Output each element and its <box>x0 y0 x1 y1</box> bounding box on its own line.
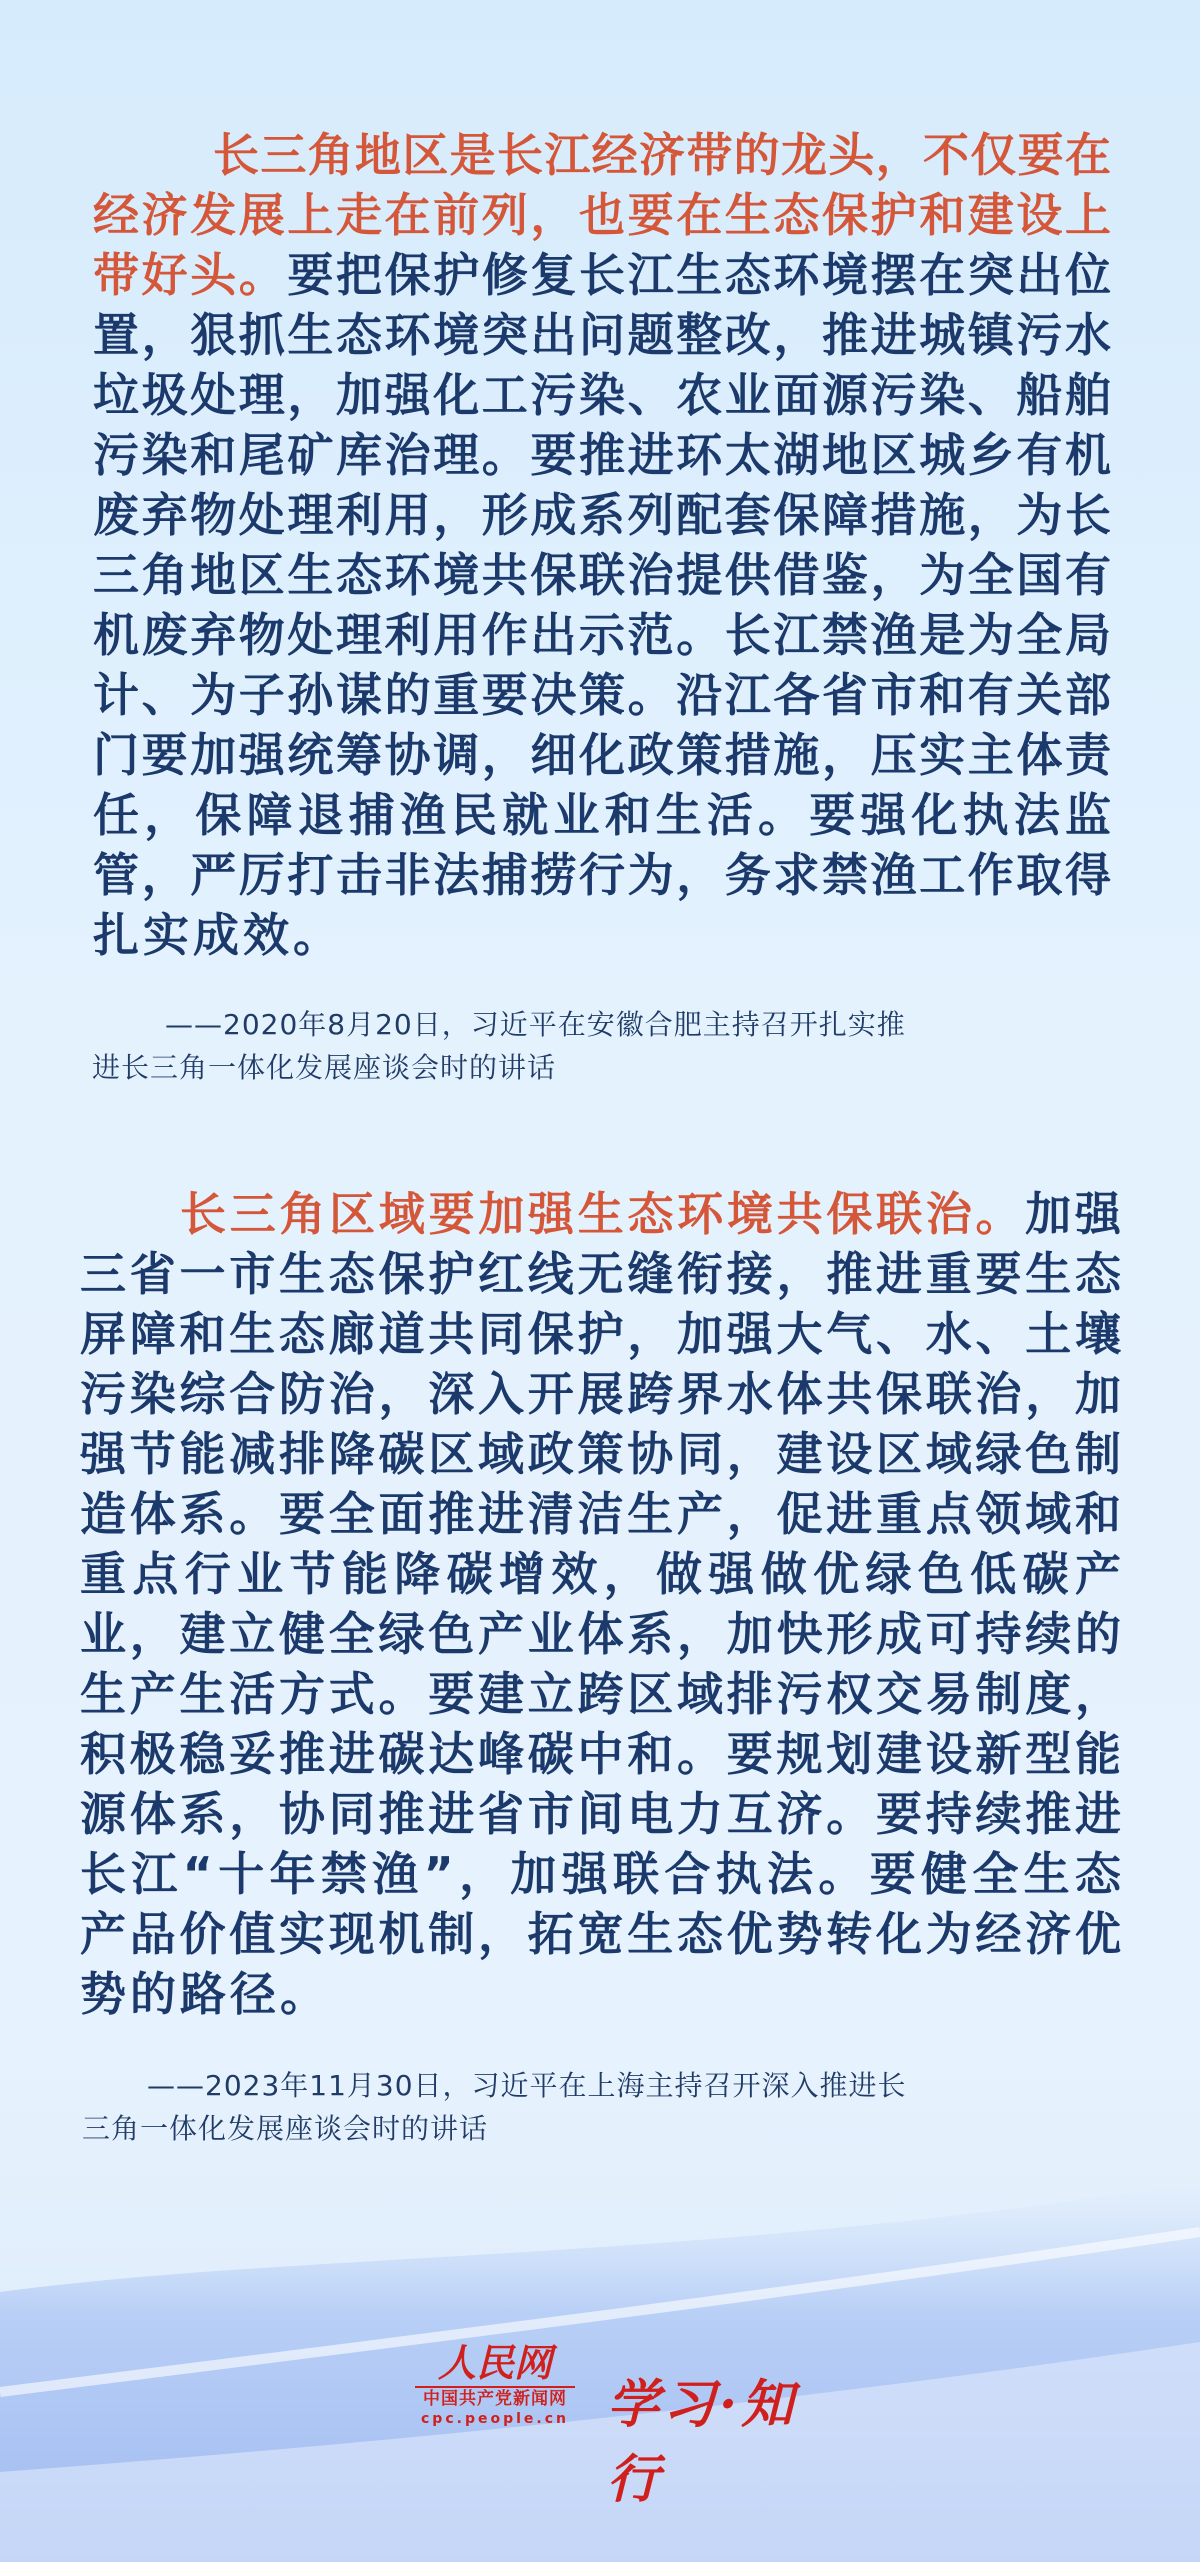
body-text: 积极稳妥推进碳达峰碳中和。要规划建设新型能 <box>80 1727 1121 1781</box>
body-text: 三省一市生态保护红线无缝衔接，推进重要生态 <box>80 1247 1121 1301</box>
body-text: 产品价值实现机制，拓宽生态优势转化为经济优 <box>80 1907 1121 1961</box>
paragraph-line <box>93 485 1111 545</box>
highlight-text: 长三角地区是长江经济带的龙头，不仅要在 <box>213 128 1111 182</box>
body-text: 强节能减排降碳区域政策协同，建设区域绿色制 <box>80 1427 1121 1481</box>
paragraph-line <box>80 1664 1121 1724</box>
attribution-line: 三角一体化发展座谈会时的讲话 <box>82 2112 489 2145</box>
paragraph-line <box>80 1304 1121 1364</box>
quote-2-attribution <box>82 2064 1112 2150</box>
column-logo: 学习·知行 <box>607 2374 798 2510</box>
paragraph-line <box>93 185 1111 245</box>
paragraph-line <box>93 545 1111 605</box>
body-text: 废弃物处理利用，形成系列配套保障措施，为长 <box>93 488 1111 542</box>
logo-people-url: cpc.people.cn <box>421 2411 569 2427</box>
body-text: 管，严厉打击非法捕捞行为，务求禁渔工作取得 <box>93 848 1111 902</box>
paragraph-line <box>93 305 1111 365</box>
body-text: 扎实成效。 <box>93 908 343 962</box>
logo-people-title: 人民网 <box>415 2340 575 2388</box>
body-text: 垃圾处理，加强化工污染、农业面源污染、船舶 <box>93 368 1111 422</box>
highlight-text: 带好头。 <box>93 248 288 302</box>
paragraph-line <box>80 1544 1121 1604</box>
body-text: 三角地区生态环境共保联治提供借鉴，为全国有 <box>93 548 1111 602</box>
body-text: 势的路径。 <box>80 1967 330 2021</box>
quote-2-body <box>80 1184 1121 2024</box>
body-text: 重点行业节能降碳增效，做强做优绿色低碳产 <box>80 1547 1121 1601</box>
paragraph-line <box>93 365 1111 425</box>
body-text: 要把保护修复长江生态环境摆在突出位 <box>287 248 1112 302</box>
attribution-line: 进长三角一体化发展座谈会时的讲话 <box>92 1051 557 1084</box>
footer-logos <box>415 2340 835 2510</box>
paragraph-line <box>80 1784 1121 1844</box>
body-text: 机废弃物处理利用作出示范。长江禁渔是为全局 <box>93 608 1111 662</box>
paragraph-line <box>80 1364 1121 1424</box>
body-text: 门要加强统筹协调，细化政策措施，压实主体责 <box>93 728 1111 782</box>
body-text: 污染综合防治，深入开展跨界水体共保联治，加 <box>80 1367 1121 1421</box>
paragraph-line <box>80 1904 1121 1964</box>
attribution-line: ——2020年8月20日，习近平在安徽合肥主持召开扎实推 <box>165 1008 906 1041</box>
paragraph-line <box>93 845 1111 905</box>
paragraph-line <box>93 245 1111 305</box>
paragraph-line <box>80 1244 1121 1304</box>
paragraph-line <box>93 605 1111 665</box>
paragraph-line <box>93 425 1111 485</box>
body-text: 任，保障退捕渔民就业和生活。要强化执法监 <box>93 788 1111 842</box>
quote-1-body <box>93 125 1111 965</box>
attribution-line: ——2023年11月30日，习近平在上海主持召开深入推进长 <box>147 2069 907 2102</box>
paragraph-line <box>80 1724 1121 1784</box>
body-text: 屏障和生态廊道共同保护，加强大气、水、土壤 <box>80 1307 1121 1361</box>
quote-1-attribution <box>92 1003 1102 1089</box>
body-text: 生产生活方式。要建立跨区域排污权交易制度， <box>80 1667 1121 1721</box>
paragraph-line <box>80 1604 1121 1664</box>
body-text: 计、为子孙谋的重要决策。沿江各省市和有关部 <box>93 668 1111 722</box>
logo-people-subtitle: 中国共产党新闻网 <box>423 2389 567 2409</box>
paragraph-line <box>80 1484 1121 1544</box>
paragraph-line <box>80 1184 1121 1244</box>
paragraph-line <box>80 1424 1121 1484</box>
paragraph-line <box>80 1964 1121 2024</box>
paragraph-line <box>93 125 1111 185</box>
highlight-text: 经济发展上走在前列，也要在生态保护和建设上 <box>93 188 1111 242</box>
body-text: 加强 <box>1025 1187 1122 1241</box>
paragraph-line <box>93 725 1111 785</box>
body-text: 业，建立健全绿色产业体系，加快形成可持续的 <box>80 1607 1121 1661</box>
body-text: 置，狠抓生态环境突出问题整改，推进城镇污水 <box>93 308 1111 362</box>
paragraph-line <box>80 1844 1121 1904</box>
paragraph-line <box>93 905 1111 965</box>
highlight-text: 长三角区域要加强生态环境共保联治。 <box>180 1187 1026 1241</box>
paragraph-line <box>93 665 1111 725</box>
people-daily-logo <box>415 2340 575 2440</box>
paragraph-line <box>93 785 1111 845</box>
body-text: 源体系，协同推进省市间电力互济。要持续推进 <box>80 1787 1121 1841</box>
body-text: 造体系。要全面推进清洁生产，促进重点领域和 <box>80 1487 1121 1541</box>
body-text: 长江“十年禁渔”，加强联合执法。要健全生态 <box>80 1847 1121 1901</box>
body-text: 污染和尾矿库治理。要推进环太湖地区城乡有机 <box>93 428 1111 482</box>
